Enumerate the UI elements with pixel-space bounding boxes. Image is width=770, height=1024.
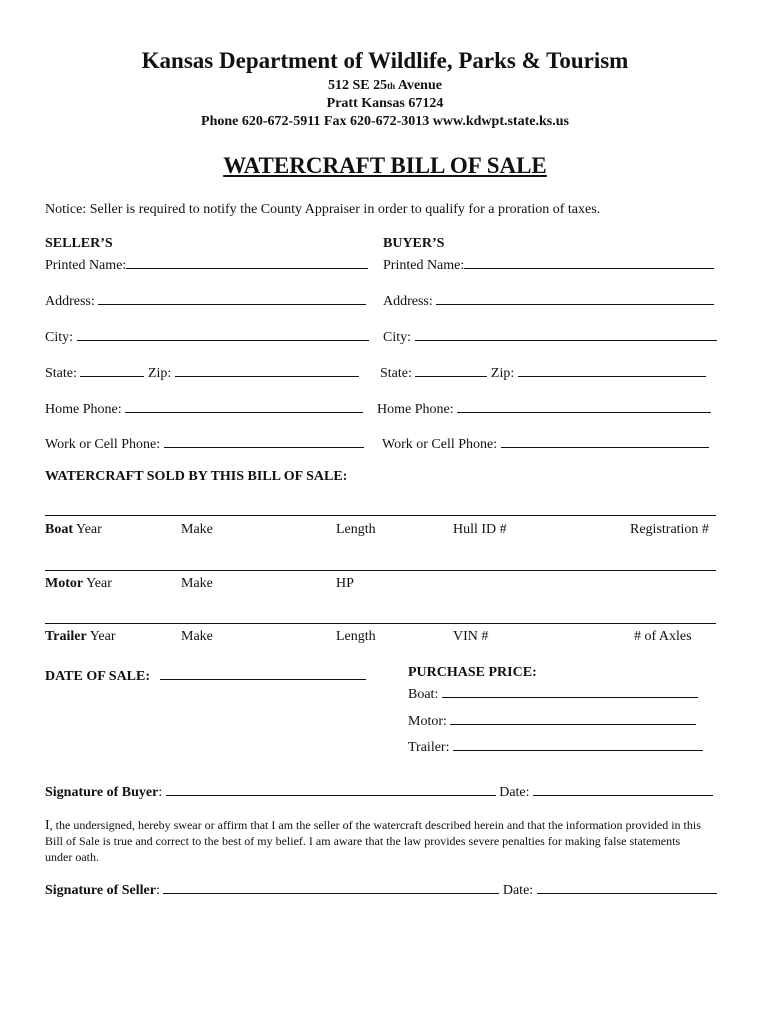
- trailer-entry-line[interactable]: [45, 623, 716, 624]
- trailer-length-label: Length: [336, 629, 376, 644]
- price-trailer-field[interactable]: [453, 736, 703, 751]
- motor-hp-label: HP: [336, 576, 354, 591]
- seller-home-phone-field[interactable]: [125, 398, 363, 413]
- seller-heading: SELLER’S: [45, 236, 113, 251]
- seller-printed-name: Printed Name:: [45, 254, 368, 274]
- seller-state-zip: State: Zip:: [45, 362, 359, 382]
- affirmation-line-1: I, the undersigned, hereby swear or affirm that I am the seller of the watercraft described herein and that the information provided in this: [45, 818, 701, 833]
- trailer-axles-label: # of Axles: [634, 629, 692, 644]
- price-motor-field[interactable]: [450, 710, 696, 725]
- buyer-city: City:: [383, 326, 717, 346]
- motor-entry-line[interactable]: [45, 570, 716, 571]
- seller-work-phone: Work or Cell Phone:: [45, 433, 364, 453]
- seller-city-field[interactable]: [77, 326, 369, 341]
- date-of-sale: DATE OF SALE:: [45, 665, 366, 685]
- page-title: WATERCRAFT BILL OF SALE: [223, 153, 547, 178]
- purchase-price-heading: PURCHASE PRICE:: [408, 665, 537, 680]
- buyer-zip-field[interactable]: [518, 362, 706, 377]
- buyer-work-phone: Work or Cell Phone:: [382, 433, 709, 453]
- price-boat-field[interactable]: [442, 683, 698, 698]
- seller-city: City:: [45, 326, 369, 346]
- org-contact: Phone 620-672-5911 Fax 620-672-3013 www.kdwpt.state.ks.us: [201, 114, 569, 129]
- seller-printed-name-field[interactable]: [126, 254, 368, 269]
- boat-make-label: Make: [181, 522, 213, 537]
- seller-zip-field[interactable]: [175, 362, 359, 377]
- boat-length-label: Length: [336, 522, 376, 537]
- boat-year-label: Boat Year: [45, 522, 102, 537]
- buyer-printed-name: Printed Name:: [383, 254, 714, 274]
- affirmation-line-3: under oath.: [45, 850, 99, 864]
- org-name: Kansas Department of Wildlife, Parks & Tourism: [141, 48, 629, 73]
- seller-signature: Signature of Seller: Date:: [45, 879, 717, 899]
- seller-address-field[interactable]: [98, 290, 366, 305]
- seller-address: Address:: [45, 290, 366, 310]
- buyer-address: Address:: [383, 290, 714, 310]
- price-boat: Boat:: [408, 683, 698, 703]
- date-of-sale-field[interactable]: [160, 665, 366, 680]
- motor-make-label: Make: [181, 576, 213, 591]
- buyer-work-phone-field[interactable]: [501, 433, 709, 448]
- boat-registration-label: Registration #: [630, 522, 709, 537]
- trailer-make-label: Make: [181, 629, 213, 644]
- trailer-vin-label: VIN #: [453, 629, 489, 644]
- buyer-state-zip: State: Zip:: [380, 362, 706, 382]
- seller-state-field[interactable]: [80, 362, 144, 377]
- notice-text: Notice: Seller is required to notify the County Appraiser in order to qualify for a proration of taxes.: [45, 202, 601, 217]
- buyer-state-field[interactable]: [415, 362, 487, 377]
- buyer-signature: Signature of Buyer: Date:: [45, 781, 713, 801]
- price-trailer: Trailer:: [408, 736, 703, 756]
- boat-entry-line[interactable]: [45, 515, 716, 516]
- buyer-signature-date-field[interactable]: [533, 781, 713, 796]
- seller-signature-field[interactable]: [163, 879, 499, 894]
- seller-signature-date-field[interactable]: [537, 879, 717, 894]
- buyer-home-phone-field[interactable]: [457, 398, 711, 413]
- seller-home-phone: Home Phone:: [45, 398, 363, 418]
- buyer-home-phone: Home Phone:: [377, 398, 711, 418]
- org-address: 512 SE 25th Avenue: [328, 78, 442, 93]
- org-city: Pratt Kansas 67124: [326, 96, 444, 111]
- seller-work-phone-field[interactable]: [164, 433, 364, 448]
- watercraft-heading: WATERCRAFT SOLD BY THIS BILL OF SALE:: [45, 469, 348, 484]
- trailer-year-label: Trailer Year: [45, 629, 116, 644]
- buyer-printed-name-field[interactable]: [464, 254, 714, 269]
- motor-year-label: Motor Year: [45, 576, 112, 591]
- affirmation-line-2: Bill of Sale is true and correct to the best of my belief. I am aware that the law provides severe penalties for making false statements: [45, 834, 681, 848]
- buyer-signature-field[interactable]: [166, 781, 496, 796]
- buyer-address-field[interactable]: [436, 290, 714, 305]
- buyer-city-field[interactable]: [415, 326, 717, 341]
- boat-hull-id-label: Hull ID #: [453, 522, 507, 537]
- price-motor: Motor:: [408, 710, 696, 730]
- buyer-heading: BUYER’S: [383, 236, 445, 251]
